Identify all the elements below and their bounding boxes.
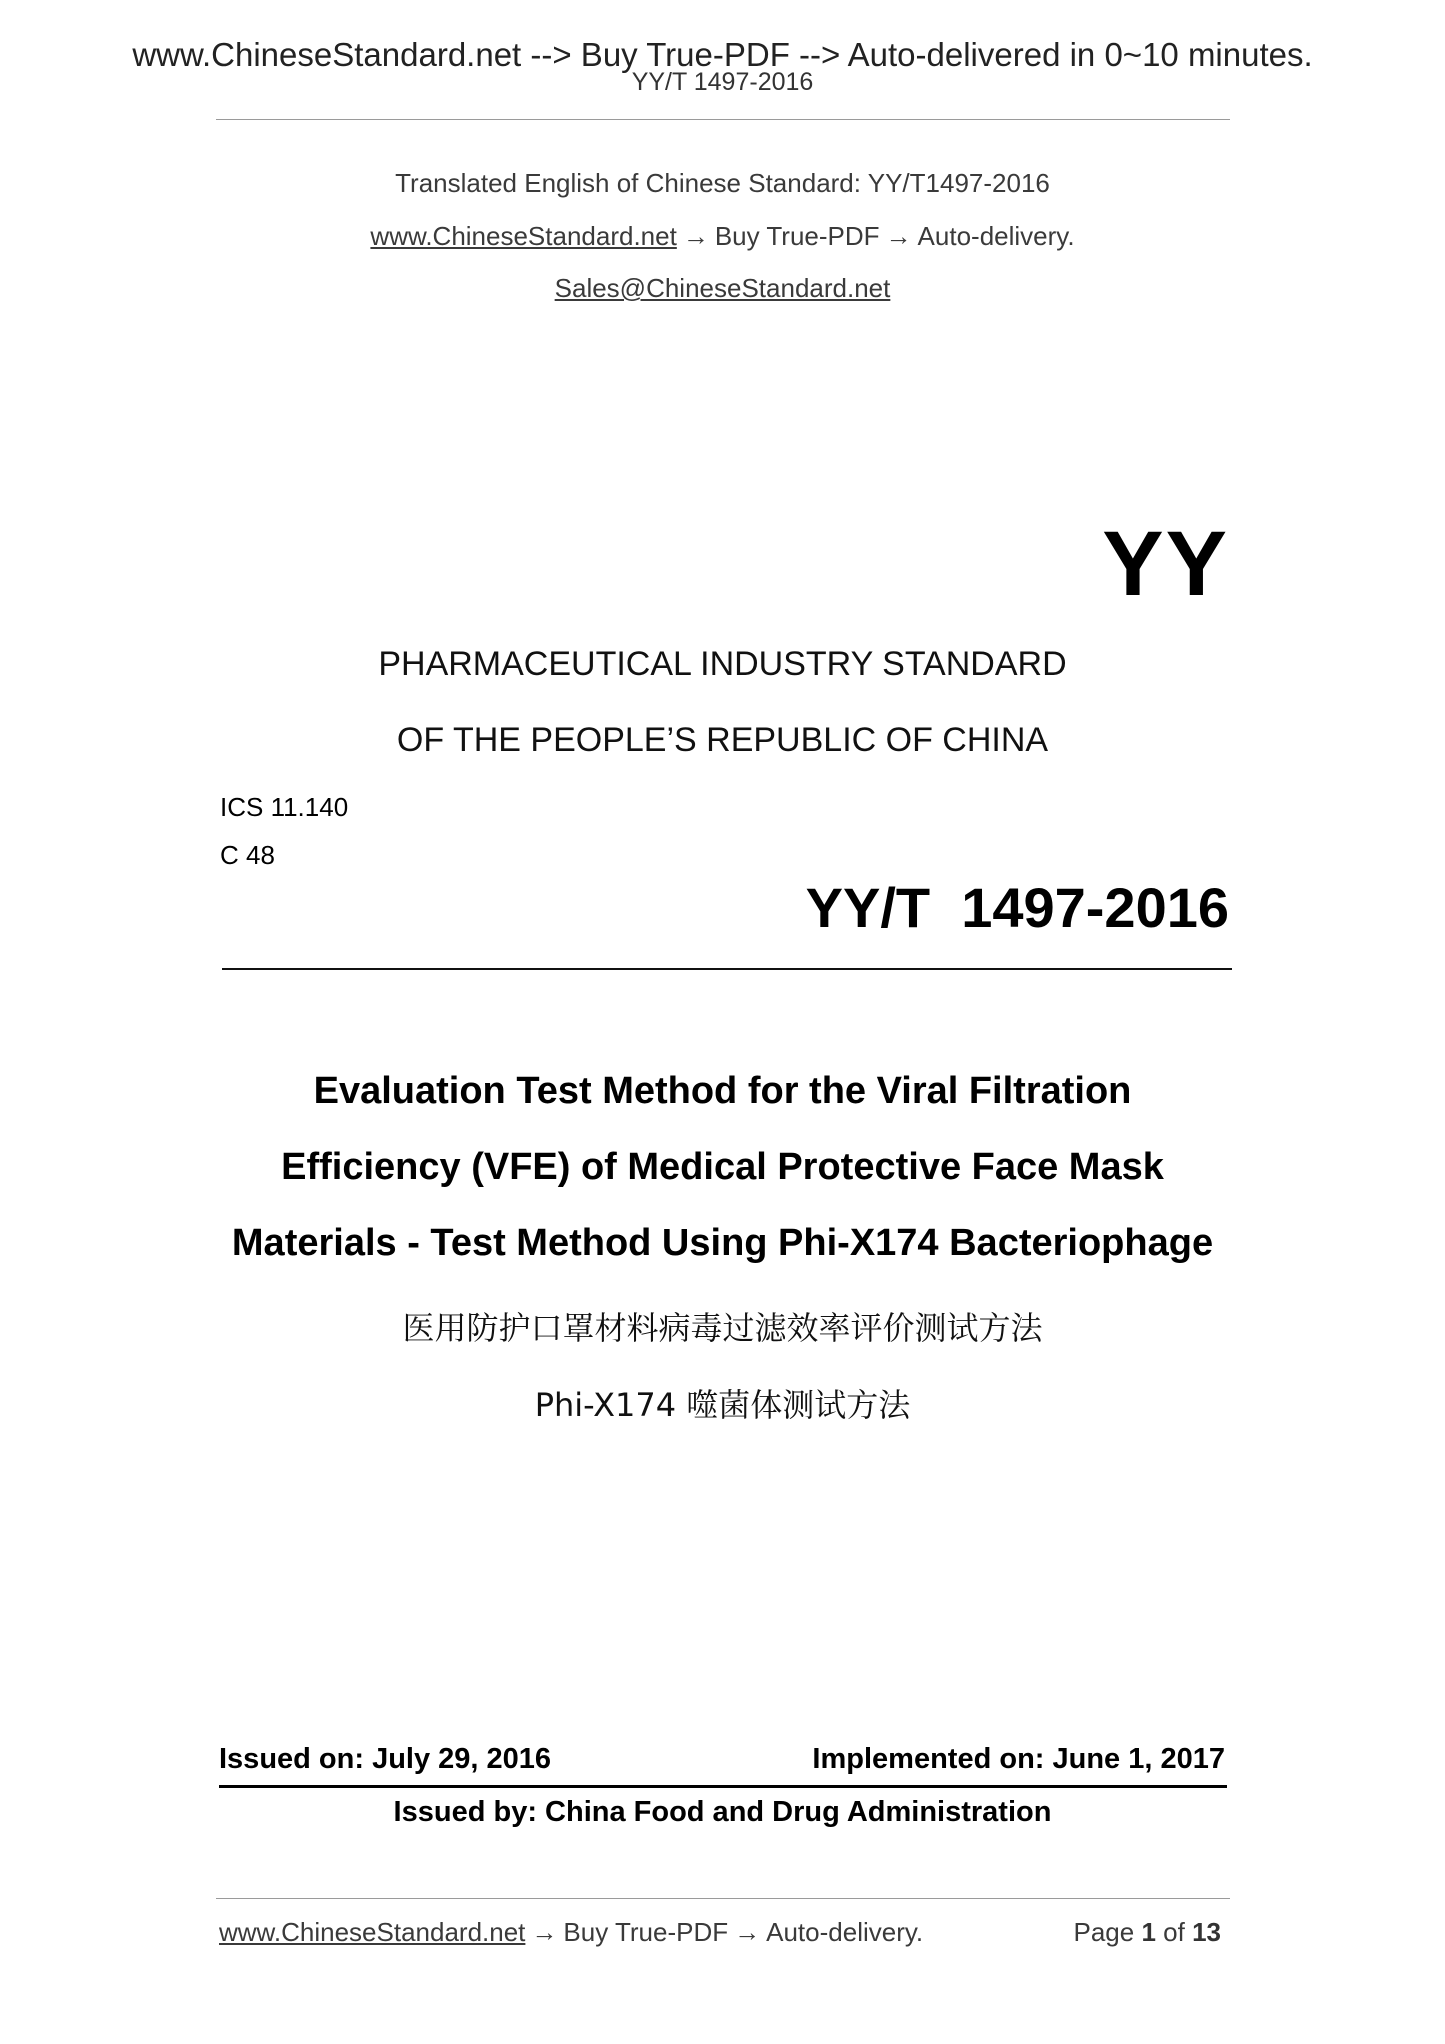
issue-divider [219,1785,1227,1788]
page-total: 13 [1192,1917,1221,1947]
site-link[interactable]: www.ChineseStandard.net [370,221,677,251]
standard-logo-code: YY [1102,513,1229,615]
footer-buy-text: Buy True-PDF [563,1917,729,1947]
arrow-right-icon: → [682,221,709,251]
arrow-right-icon: → [531,1917,558,1947]
arrow-right-icon: → [885,221,912,251]
footer-site-link[interactable]: www.ChineseStandard.net [219,1917,526,1947]
title-divider [222,968,1232,970]
title-cn-line1: 医用防护口罩材料病毒过滤效率评价测试方法 [402,1309,1043,1347]
ics-code: ICS 11.140 [220,792,349,822]
footer-rule [216,1898,1230,1899]
standard-number: YY/T 1497-2016 [805,876,1229,939]
ccs-code: C 48 [220,840,275,870]
of-label: of [1163,1917,1185,1947]
sales-email-link[interactable]: Sales@ChineseStandard.net [554,273,891,303]
issued-on-date: Issued on: July 29, 2016 [219,1743,552,1775]
title-cn-line2: Phi-X174 噬菌体测试方法 [534,1386,911,1424]
translated-note: Translated English of Chinese Standard: YY/T1497-2016 [395,168,1050,198]
page-indicator [1073,1917,1221,1948]
title-en-line3: Materials - Test Method Using Phi-X174 Bacteriophage [231,1222,1214,1264]
implemented-on-date: Implemented on: June 1, 2017 [812,1743,1225,1775]
standard-type-line1: PHARMACEUTICAL INDUSTRY STANDARD [378,645,1067,683]
footer-delivery [219,1917,923,1948]
issued-by: Issued by: China Food and Drug Administration [393,1796,1052,1828]
sales-email-line [0,273,1445,304]
page-label: Page [1073,1917,1135,1947]
footer-auto-text: Auto-delivery. [766,1917,924,1947]
title-en-line2: Efficiency (VFE) of Medical Protective Face Mask [281,1146,1164,1188]
top-banner: www.ChineseStandard.net --> Buy True-PDF --> Auto-delivered in 0~10 minutes. [132,36,1313,73]
auto-delivery-text: Auto-delivery. [917,221,1075,251]
header-rule [216,119,1230,120]
arrow-right-icon: → [734,1917,761,1947]
standard-type-line2: OF THE PEOPLE’S REPUBLIC OF CHINA [396,721,1049,759]
title-en-line1: Evaluation Test Method for the Viral Filtration [313,1070,1132,1112]
buy-true-pdf-text: Buy True-PDF [714,221,880,251]
running-header: YY/T 1497-2016 [631,68,814,96]
delivery-line [0,221,1445,252]
page-current: 1 [1141,1917,1156,1947]
